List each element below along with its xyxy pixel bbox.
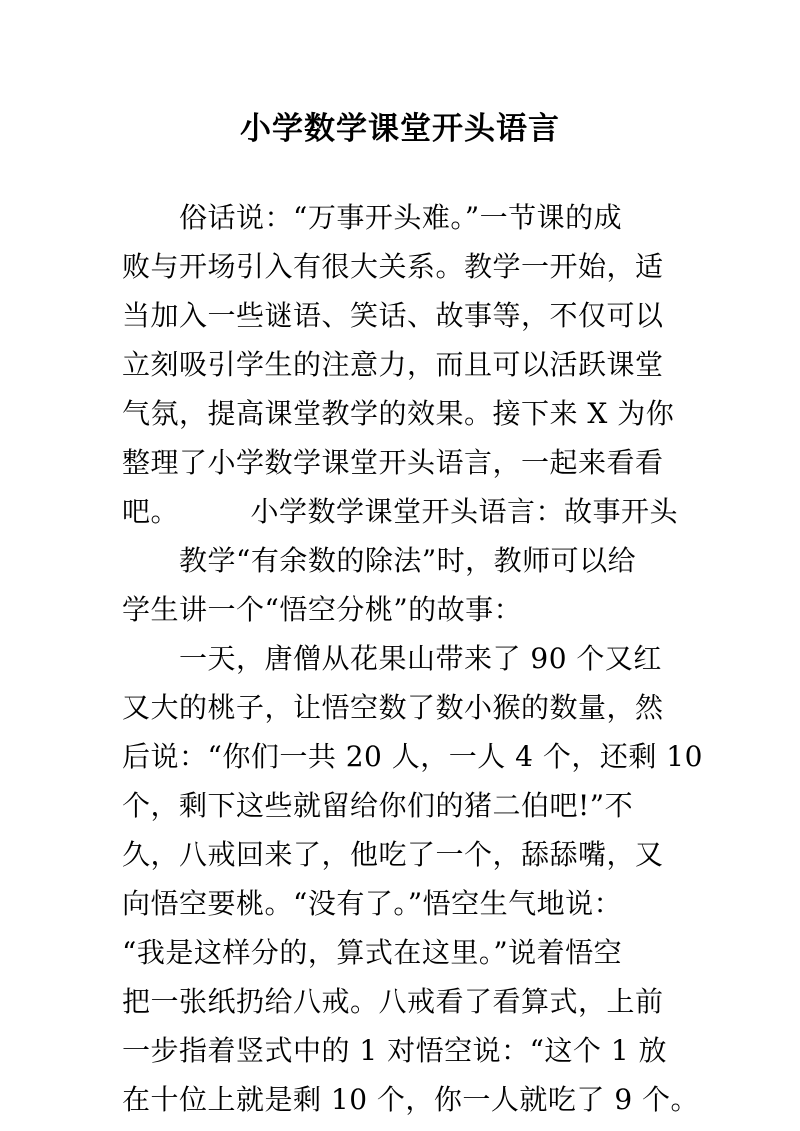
- text-line: 后说：“你们一共 20 人，一人 4 个，还剩 10: [122, 740, 703, 773]
- text-line: 把一张纸扔给八戒。八戒看了看算式，上前: [122, 985, 664, 1018]
- document-body: [122, 193, 703, 1124]
- text-line: 俗话说：“万事开头难。”一节课的成: [122, 201, 623, 234]
- text-line: 久，八戒回来了，他吃了一个，舔舔嘴，又: [122, 838, 664, 871]
- text-line: “我是这样分的，算式在这里。”说着悟空: [122, 936, 623, 969]
- text-line: 一天，唐僧从花果山带来了 90 个又红: [122, 642, 662, 675]
- text-line: 吧。 小学数学课堂开头语言：故事开头: [122, 495, 679, 528]
- text-line: 立刻吸引学生的注意力，而且可以活跃课堂: [122, 348, 664, 381]
- document-title: 小学数学课堂开头语言: [240, 111, 560, 147]
- text-line: 教学“有余数的除法”时，教师可以给: [122, 544, 637, 577]
- text-line: 当加入一些谜语、笑话、故事等，不仅可以: [122, 299, 664, 332]
- text-line: 一步指着竖式中的 1 对悟空说：“这个 1 放: [122, 1034, 668, 1067]
- text-line: 又大的桃子，让悟空数了数小猴的数量，然: [122, 691, 664, 724]
- text-line: 败与开场引入有很大关系。教学一开始，适: [122, 250, 664, 283]
- text-line: 整理了小学数学课堂开头语言，一起来看看: [122, 446, 664, 479]
- text-line: 在十位上就是剩 10 个，你一人就吃了 9 个。: [122, 1083, 700, 1116]
- text-line: 个，剩下这些就留给你们的猪二伯吧!”不: [122, 789, 634, 822]
- text-line: 学生讲一个“悟空分桃”的故事：: [122, 593, 523, 626]
- text-line: 向悟空要桃。“没有了。”悟空生气地说：: [122, 887, 623, 920]
- text-line: 气氛，提高课堂教学的效果。接下来 X 为你: [122, 397, 675, 430]
